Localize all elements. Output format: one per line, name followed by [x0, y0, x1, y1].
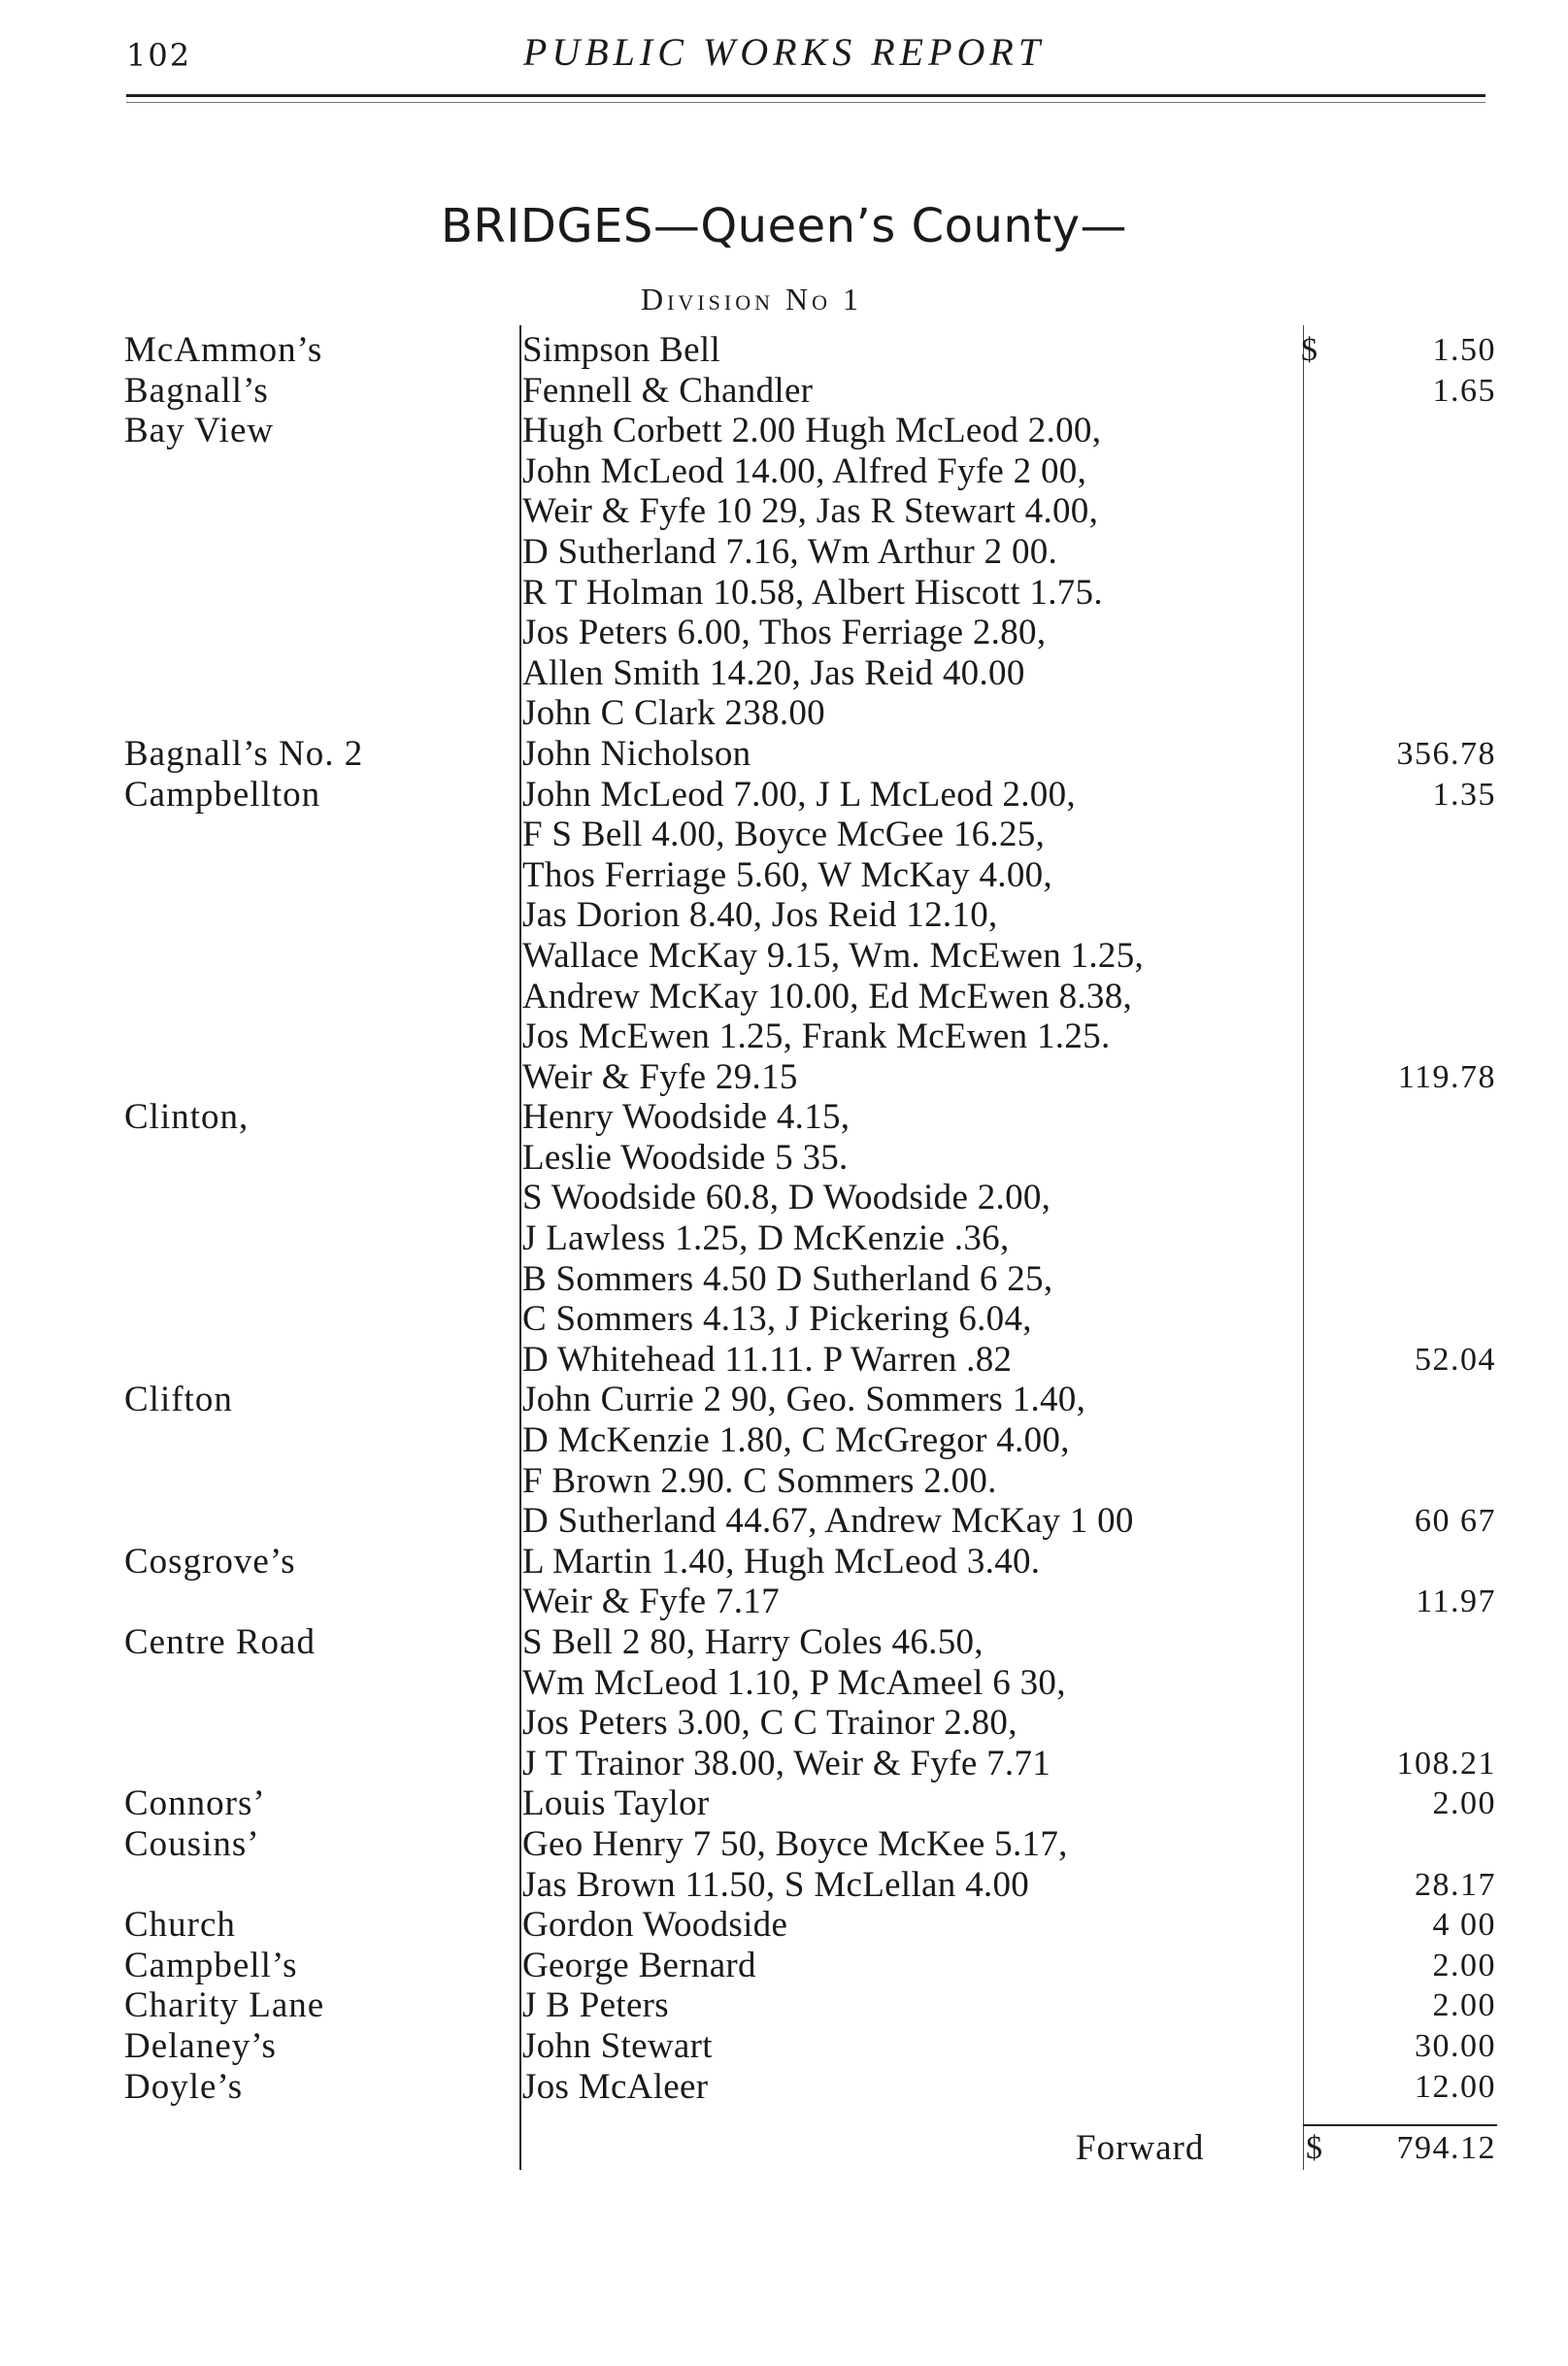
amount: 4 00 [1432, 1907, 1496, 1944]
ledger-row [0, 895, 1568, 936]
ledger-row [0, 1016, 1568, 1057]
bridge-name: Charity Lane [124, 1985, 325, 2026]
payee-entry: D McKenzie 1.80, C McGregor 4.00, [522, 1420, 1070, 1461]
ledger-row [0, 1865, 1568, 1906]
ledger-row [0, 1299, 1568, 1340]
ledger-row [0, 1985, 1568, 2026]
ledger-row [0, 1622, 1568, 1663]
page-header [0, 0, 1568, 117]
bridge-name: Centre Road [124, 1622, 316, 1662]
amount: 1.50 [1432, 332, 1496, 368]
ledger-row [0, 775, 1568, 816]
ledger-row [0, 2026, 1568, 2067]
ledger-row [0, 1824, 1568, 1865]
ledger-row [0, 1178, 1568, 1218]
payee-entry: John McLeod 14.00, Alfred Fyfe 2 00, [522, 450, 1087, 491]
ledger-table [0, 330, 1568, 2107]
ledger-row [0, 1057, 1568, 1098]
payee-entry: Simpson Bell [522, 330, 721, 370]
ledger-row [0, 1501, 1568, 1542]
payee-entry: Andrew McKay 10.00, Ed McEwen 8.38, [522, 976, 1133, 1016]
ledger-row [0, 330, 1568, 371]
bridge-name: Connors’ [124, 1783, 266, 1824]
payee-entry: Jos McEwen 1.25, Frank McEwen 1.25. [522, 1016, 1111, 1057]
payee-entry: John C Clark 238.00 [522, 693, 825, 734]
bridge-name: Clifton [124, 1380, 233, 1420]
ledger-row [0, 1783, 1568, 1824]
payee-entry: F Brown 2.90. C Sommers 2.00. [522, 1460, 997, 1501]
payee-entry: Jos McAleer [522, 2066, 709, 2107]
payee-entry: Weir & Fyfe 7.17 [522, 1582, 780, 1622]
ledger-row [0, 1340, 1568, 1381]
ledger-row [0, 491, 1568, 532]
payee-entry: Leslie Woodside 5 35. [522, 1137, 849, 1178]
division-heading: Division No 1 [641, 282, 862, 317]
header-rule [126, 94, 1485, 97]
amount: 2.00 [1432, 1987, 1496, 2024]
payee-entry: Weir & Fyfe 10 29, Jas R Stewart 4.00, [522, 491, 1099, 532]
amount: 11.97 [1416, 1583, 1496, 1620]
bridge-name: Clinton, [124, 1097, 250, 1138]
payee-entry: S Bell 2 80, Harry Coles 46.50, [522, 1622, 984, 1662]
ledger-row [0, 1744, 1568, 1784]
payee-entry: Jas Brown 11.50, S McLellan 4.00 [522, 1864, 1030, 1905]
ledger-row [0, 1663, 1568, 1704]
payee-entry: D Sutherland 44.67, Andrew McKay 1 00 [522, 1501, 1134, 1542]
ledger-row [0, 653, 1568, 694]
payee-entry: George Bernard [522, 1945, 756, 1985]
amount: 60 67 [1415, 1503, 1496, 1540]
bridge-name: Campbell’s [124, 1945, 298, 1985]
payee-entry: Allen Smith 14.20, Jas Reid 40.00 [522, 652, 1025, 693]
payee-entry: Weir & Fyfe 29.15 [522, 1056, 798, 1097]
ledger-row [0, 1380, 1568, 1420]
payee-entry: Gordon Woodside [522, 1905, 788, 1946]
header-rule-thin [126, 102, 1485, 103]
amount: 1.65 [1432, 372, 1496, 409]
ledger-row [0, 1582, 1568, 1622]
amount: 119.78 [1397, 1058, 1496, 1095]
ledger-row [0, 1218, 1568, 1259]
bridge-name: Doyle’s [124, 2066, 244, 2107]
ledger-row [0, 1703, 1568, 1744]
bridge-name: Cousins’ [124, 1823, 260, 1864]
bridge-name: Cosgrove’s [124, 1541, 296, 1582]
ledger-row [0, 936, 1568, 977]
running-title: PUBLIC WORKS REPORT [522, 30, 1046, 74]
payee-entry: S Woodside 60.8, D Woodside 2.00, [522, 1178, 1051, 1218]
payee-entry: J T Trainor 38.00, Weir & Fyfe 7.71 [522, 1743, 1051, 1783]
bridge-name: Bagnall’s No. 2 [124, 733, 364, 774]
payee-entry: Geo Henry 7 50, Boyce McKee 5.17, [522, 1823, 1068, 1864]
ledger-row [0, 573, 1568, 614]
payee-entry: Jas Dorion 8.40, Jos Reid 12.10, [522, 895, 998, 936]
ledger-row [0, 371, 1568, 412]
ledger-row [0, 451, 1568, 492]
ledger-row [0, 1259, 1568, 1300]
payee-entry: Fennell & Chandler [522, 370, 814, 411]
forward-label: Forward [1076, 2128, 1205, 2168]
payee-entry: D Sutherland 7.16, Wm Arthur 2 00. [522, 531, 1058, 572]
amount: 30.00 [1415, 2027, 1496, 2064]
ledger-row [0, 1946, 1568, 1986]
payee-entry: R T Holman 10.58, Albert Hiscott 1.75. [522, 572, 1103, 613]
amount: 28.17 [1415, 1866, 1496, 1903]
ledger-row [0, 2067, 1568, 2108]
payee-entry: L Martin 1.40, Hugh McLeod 3.40. [522, 1541, 1041, 1582]
ledger-row [0, 1097, 1568, 1138]
amount: 2.00 [1432, 1947, 1496, 1983]
payee-entry: C Sommers 4.13, J Pickering 6.04, [522, 1299, 1032, 1340]
ledger-row [0, 815, 1568, 855]
ledger-row [0, 1138, 1568, 1179]
payee-entry: J B Peters [522, 1985, 669, 2026]
payee-entry: Jos Peters 3.00, C C Trainor 2.80, [522, 1703, 1018, 1744]
amount: 2.00 [1432, 1785, 1496, 1822]
payee-entry: Hugh Corbett 2.00 Hugh McLeod 2.00, [522, 411, 1102, 451]
bridge-name: Church [124, 1905, 236, 1946]
ledger-row [0, 1905, 1568, 1946]
ledger-row [0, 693, 1568, 734]
payee-entry: John Currie 2 90, Geo. Sommers 1.40, [522, 1380, 1086, 1420]
bridge-name: McAmmon’s [124, 330, 323, 370]
page-number: 102 [126, 37, 192, 74]
amount: 108.21 [1396, 1745, 1496, 1782]
payee-entry: Wm McLeod 1.10, P McAmeel 6 30, [522, 1662, 1066, 1703]
ledger-row [0, 1420, 1568, 1461]
ledger-row [0, 855, 1568, 896]
ledger-row [0, 1542, 1568, 1583]
payee-entry: F S Bell 4.00, Boyce McGee 16.25, [522, 815, 1046, 855]
ledger-row [0, 977, 1568, 1017]
ledger-row [0, 734, 1568, 775]
payee-entry: D Whitehead 11.11. P Warren .82 [522, 1339, 1013, 1380]
payee-entry: Wallace McKay 9.15, Wm. McEwen 1.25, [522, 935, 1145, 976]
forward-row [0, 2124, 1568, 2173]
payee-entry: John Nicholson [522, 733, 751, 774]
amount: 1.35 [1432, 776, 1496, 813]
payee-entry: John Stewart [522, 2025, 713, 2066]
ledger-row [0, 613, 1568, 653]
amount: 52.04 [1415, 1341, 1496, 1378]
payee-entry: J Lawless 1.25, D McKenzie .36, [522, 1218, 1010, 1259]
bridge-name: Bay View [124, 411, 275, 451]
payee-entry: Henry Woodside 4.15, [522, 1097, 851, 1138]
forward-total: 794.12 [1396, 2130, 1496, 2166]
section-title: BRIDGES—Queen’s County— [440, 199, 1128, 253]
dollar-sign: $ [1301, 332, 1318, 368]
payee-entry: B Sommers 4.50 D Sutherland 6 25, [522, 1258, 1053, 1299]
payee-entry: Jos Peters 6.00, Thos Ferriage 2.80, [522, 613, 1047, 653]
bridge-name: Delaney’s [124, 2025, 277, 2066]
payee-entry: John McLeod 7.00, J L McLeod 2.00, [522, 774, 1076, 815]
payee-entry: Thos Ferriage 5.60, W McKay 4.00, [522, 854, 1052, 895]
bridge-name: Campbellton [124, 774, 321, 815]
payee-entry: Louis Taylor [522, 1783, 710, 1824]
ledger-row [0, 1461, 1568, 1502]
bridge-name: Bagnall’s [124, 370, 269, 411]
ledger-row [0, 411, 1568, 451]
ledger-row [0, 532, 1568, 573]
amount: 12.00 [1415, 2068, 1496, 2105]
amount: 356.78 [1396, 735, 1496, 772]
forward-dollar-sign: $ [1306, 2130, 1322, 2166]
